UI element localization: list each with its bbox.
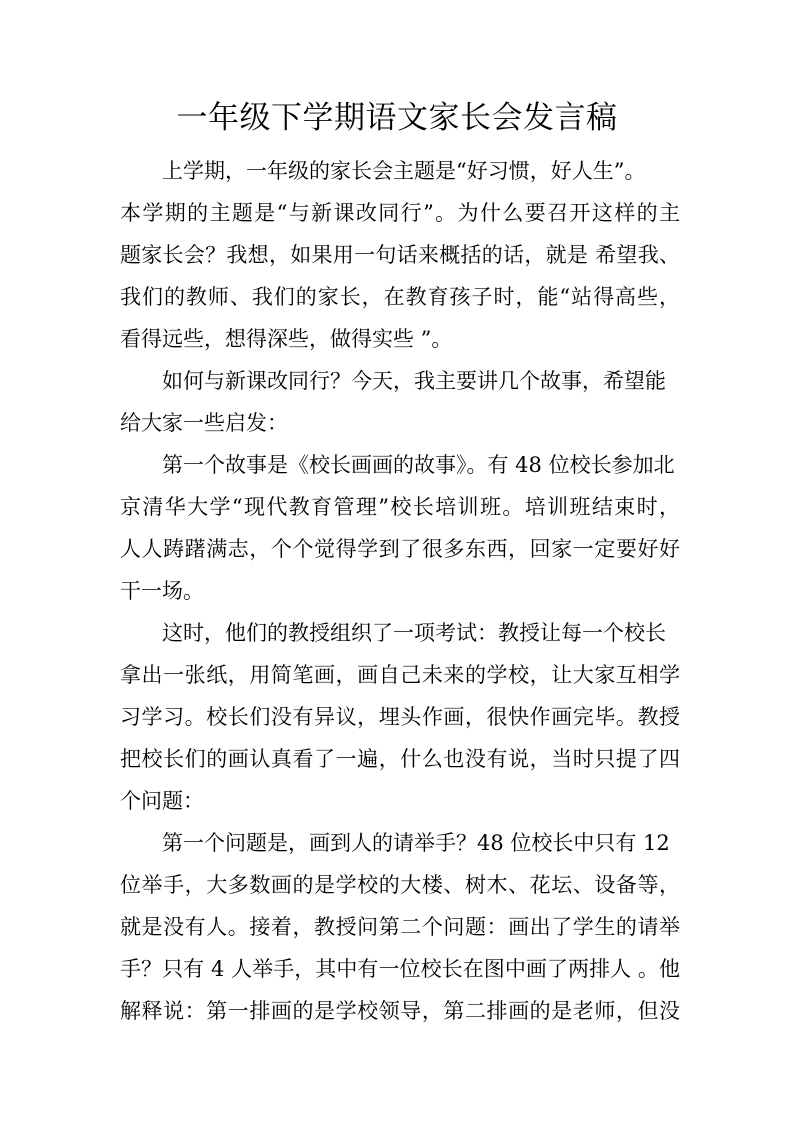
text-line: 把校长们的画认真看了一遍，什么也没有说，当时只提了四 bbox=[120, 747, 680, 771]
text-line: 就是没有人。接着，教授问第二个问题：画出了学生的请举 bbox=[120, 915, 680, 939]
document-body bbox=[120, 150, 680, 1032]
text-line: 如何与新课改同行？今天，我主要讲几个故事，希望能 bbox=[162, 369, 666, 393]
text-line: 我们的教师、我们的家长，在教育孩子时，能“站得高些， bbox=[120, 285, 680, 309]
text-line: 干一场。 bbox=[120, 579, 204, 603]
text-line: 本学期的主题是“与新课改同行”。为什么要召开这样的主 bbox=[120, 201, 680, 225]
text-line: 这时，他们的教授组织了一项考试：教授让每一个校长 bbox=[162, 621, 666, 645]
text-line: 解释说：第一排画的是学校领导，第二排画的是老师，但没 bbox=[120, 999, 680, 1023]
text-line: 习学习。校长们没有异议，埋头作画，很快作画完毕。教授 bbox=[120, 705, 680, 729]
text-line: 手？只有 4 人举手，其中有一位校长在图中画了两排人 。他 bbox=[120, 957, 680, 981]
text-line: 第一个故事是《校长画画的故事》。有 48 位校长参加北 bbox=[162, 453, 675, 477]
text-line: 拿出一张纸，用简笔画，画自己未来的学校，让大家互相学 bbox=[120, 663, 680, 687]
text-line: 位举手，大多数画的是学校的大楼、树木、花坛、设备等， bbox=[120, 873, 680, 897]
text-line: 个问题： bbox=[120, 789, 204, 813]
text-line: 第一个问题是，画到人的请举手？48 位校长中只有 12 bbox=[162, 831, 670, 855]
text-line: 给大家一些启发： bbox=[120, 411, 288, 435]
text-line: 京清华大学“现代教育管理”校长培训班。培训班结束时， bbox=[120, 495, 680, 519]
text-line: 题家长会？我想，如果用一句话来概括的话，就是 希望我、 bbox=[120, 243, 680, 267]
text-line: 上学期，一年级的家长会主题是“好习惯，好人生”。 bbox=[162, 159, 646, 183]
text-line: 人人踌躇满志，个个觉得学到了很多东西，回家一定要好好 bbox=[120, 537, 680, 561]
text-line: 看得远些，想得深些，做得实些 ”。 bbox=[120, 327, 453, 351]
document-title: 一年级下学期语文家长会发言稿 bbox=[176, 100, 618, 136]
